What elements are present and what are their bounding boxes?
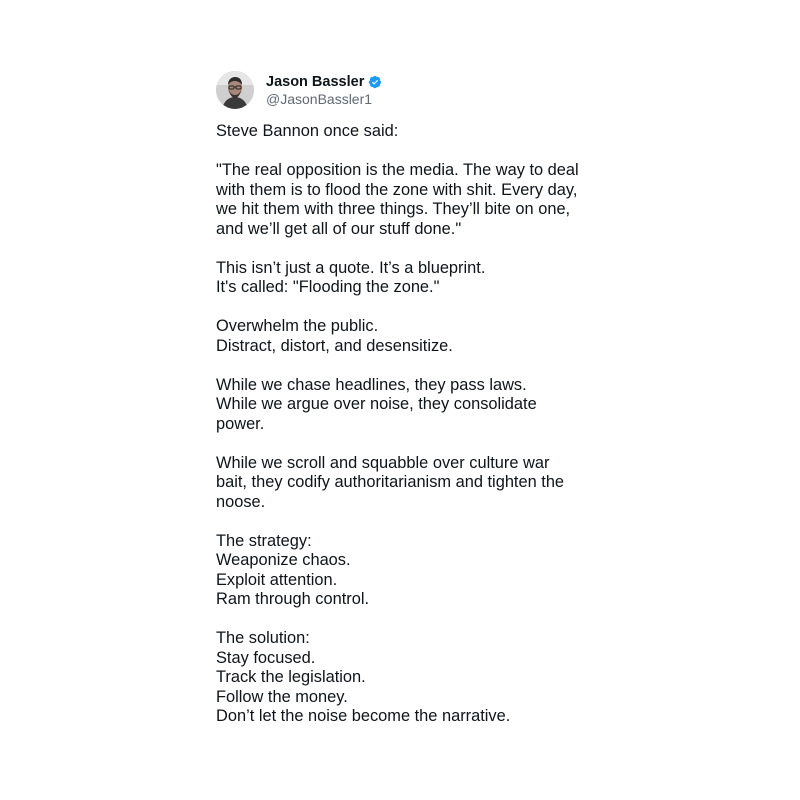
tweet-card [216, 70, 616, 746]
tweet-text-line: The strategy: [216, 531, 312, 550]
author-handle[interactable]: @JasonBassler1 [266, 90, 373, 107]
tweet-text-line: noose. [216, 492, 266, 511]
tweet-text-line: "The real opposition is the media. The way to deal [216, 161, 579, 179]
avatar[interactable] [216, 71, 254, 109]
tweet-paragraph [216, 454, 616, 513]
tweet-paragraph [216, 259, 616, 298]
tweet-text-line: This isn’t just a quote. It’s a blueprint. [216, 258, 486, 277]
tweet-text-line: Steve Bannon once said: [216, 122, 399, 140]
tweet-text [216, 122, 616, 727]
tweet-paragraph [216, 629, 616, 727]
tweet-text-line: It's called: "Flooding the zone." [216, 278, 440, 296]
tweet-paragraph [216, 532, 616, 610]
tweet-text-line: While we argue over noise, they consolidate [216, 395, 537, 413]
tweet-text-line: While we chase headlines, they pass laws. [216, 375, 527, 394]
tweet-text-line: power. [216, 414, 265, 433]
tweet-text-line: The solution: [216, 629, 310, 647]
tweet-text-line: Overwhelm the public. [216, 317, 379, 335]
tweet-text-line: bait, they codify authoritarianism and tighten the [216, 473, 565, 491]
tweet-text-line: Stay focused. [216, 648, 316, 667]
tweet-text-line: Exploit attention. [216, 570, 338, 589]
name-row [266, 73, 382, 91]
author-display-name[interactable]: Jason Bassler [266, 73, 365, 90]
tweet-text-line: with them is to flood the zone with shit. Every day, [216, 180, 578, 199]
tweet-text-line: While we scroll and squabble over culture war [216, 453, 550, 472]
tweet-text-line: Track the legislation. [216, 668, 366, 686]
tweet-paragraph [216, 161, 616, 239]
tweet-paragraph [216, 376, 616, 435]
tweet-text-line: and we’ll get all of our stuff done." [216, 219, 462, 238]
author-names [266, 73, 382, 108]
tweet-paragraph [216, 317, 616, 356]
tweet-text-line: Distract, distort, and desensitize. [216, 336, 453, 355]
tweet-text-line: we hit them with three things. They’ll bite on one, [216, 200, 571, 218]
tweet-text-line: Weaponize chaos. [216, 551, 351, 569]
avatar-photo-icon [216, 71, 254, 109]
tweet-text-line: Follow the money. [216, 687, 348, 706]
tweet-header [216, 70, 616, 110]
verified-badge-icon [368, 75, 382, 89]
tweet-text-line: Don’t let the noise become the narrative. [216, 707, 511, 725]
tweet-paragraph [216, 122, 616, 142]
tweet-text-line: Ram through control. [216, 590, 370, 608]
